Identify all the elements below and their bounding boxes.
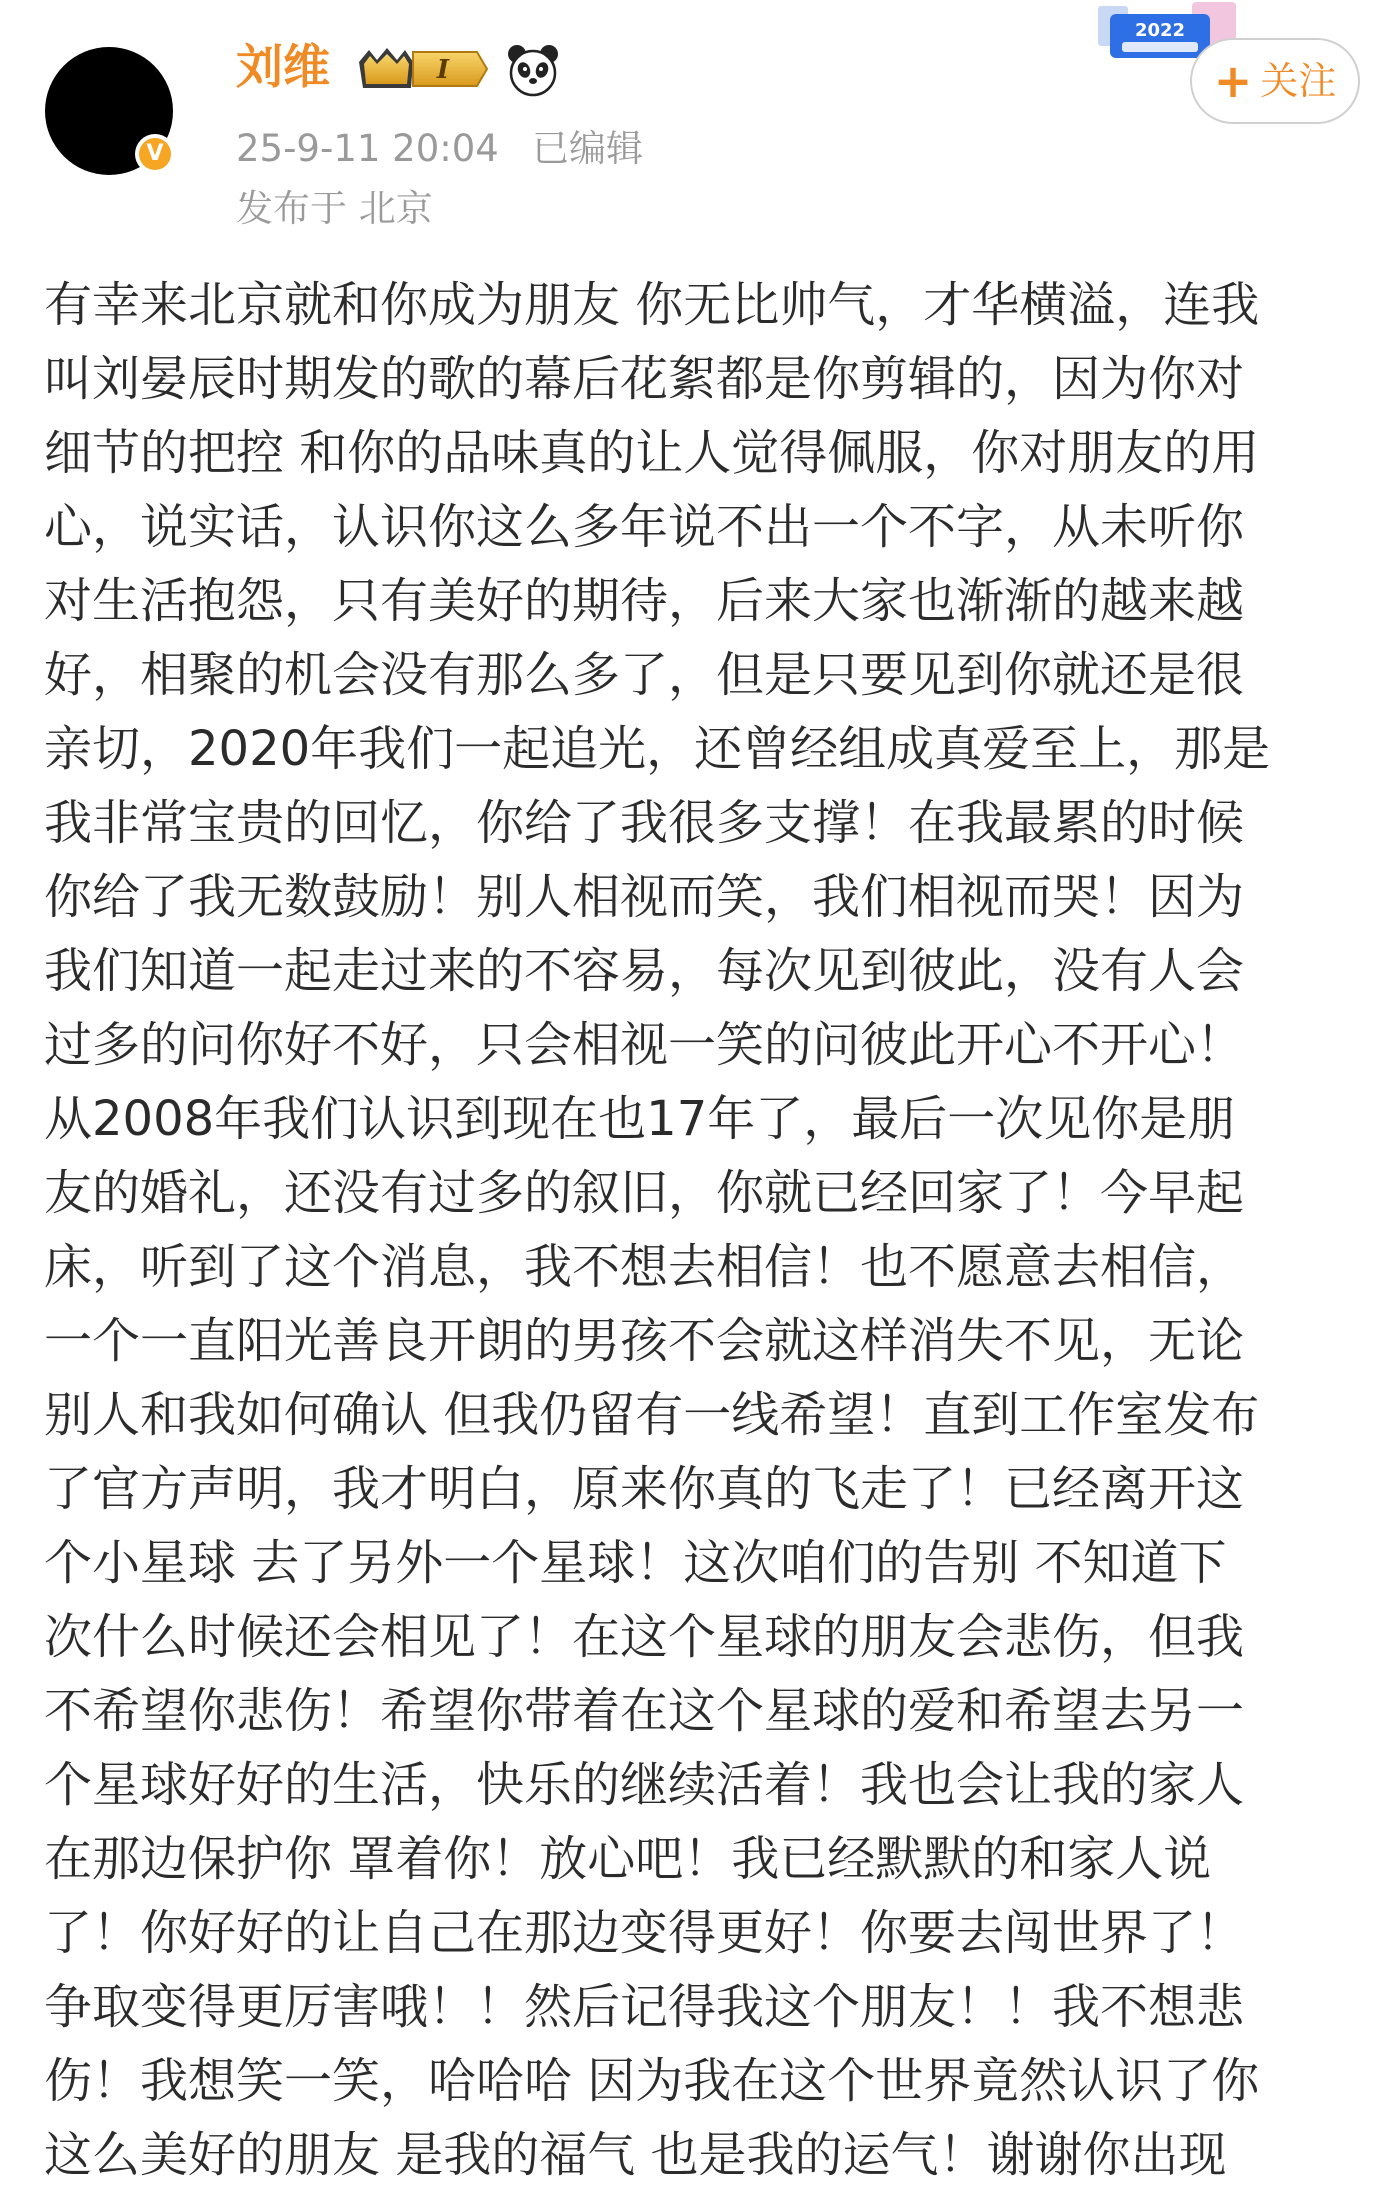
vip-level: I — [436, 55, 450, 85]
plus-icon: + — [1213, 54, 1253, 108]
post-text-line: 你给了我无数鼓励！别人相视而笑，我们相视而哭！因为 — [44, 869, 1245, 925]
post-text-line: 我非常宝贵的回忆，你给了我很多支撑！在我最累的时候 — [44, 795, 1245, 851]
post-text-line: 好，相聚的机会没有那么多了，但是只要见到你就还是很 — [44, 647, 1245, 703]
post-text-line: 一个一直阳光善良开朗的男孩不会就这样消失不见，无论 — [44, 1313, 1245, 1369]
promo-banner-year: 2022 — [1134, 20, 1186, 41]
verified-icon — [135, 134, 175, 174]
post-text-line: 伤！我想笑一笑，哈哈哈 因为我在这个世界竟然认识了你 — [44, 2053, 1260, 2109]
post-text-line: 个小星球 去了另外一个星球！这次咱们的告别 不知道下 — [44, 1535, 1227, 1591]
post-text-line: 心，说实话，认识你这么多年说不出一个不字，从未听你 — [44, 499, 1245, 555]
post-text-line: 亲切，2020年我们一起追光，还曾经组成真爱至上，那是 — [44, 721, 1271, 777]
post-text-line: 这么美好的朋友 是我的福气 也是我的运气！谢谢你出现 — [44, 2127, 1227, 2183]
post-text-line: 有幸来北京就和你成为朋友 你无比帅气，才华横溢，连我 — [44, 277, 1260, 333]
post-text-line: 了官方声明，我才明白，原来你真的飞走了！已经离开这 — [44, 1461, 1245, 1517]
post-text-line: 我们知道一起走过来的不容易，每次见到彼此，没有人会 — [44, 943, 1245, 999]
post-text-line: 床，听到了这个消息，我不想去相信！也不愿意去相信， — [44, 1239, 1245, 1295]
post-text-line: 友的婚礼，还没有过多的叙旧，你就已经回家了！今早起 — [44, 1165, 1245, 1221]
vip-crown-icon[interactable] — [355, 44, 490, 94]
post-text-line: 从2008年我们认识到现在也17年了，最后一次见你是朋 — [44, 1091, 1236, 1147]
post-text-line: 了！你好好的让自己在那边变得更好！你要去闯世界了！ — [44, 1905, 1245, 1961]
edited-label[interactable]: 已编辑 — [532, 127, 643, 170]
post-text-line: 对生活抱怨，只有美好的期待，后来大家也渐渐的越来越 — [44, 573, 1245, 629]
author-name[interactable]: 刘维 — [236, 40, 330, 95]
post-body — [44, 268, 1374, 2192]
post-header — [0, 0, 1392, 250]
verified-badge-mark: V — [139, 138, 171, 170]
follow-button-label: 关注 — [1260, 59, 1337, 103]
post-location: 发布于 北京 — [236, 187, 433, 230]
post-text-line: 次什么时候还会相见了！在这个星球的朋友会悲伤，但我 — [44, 1609, 1245, 1665]
post-text-line: 过多的问你好不好，只会相视一笑的问彼此开心不开心！ — [44, 1017, 1245, 1073]
post-timestamp: 25-9-11 20:04 — [236, 127, 499, 170]
post-text-line: 争取变得更厉害哦！！然后记得我这个朋友！！我不想悲 — [44, 1979, 1245, 2035]
post-text-line: 不希望你悲伤！希望你带着在这个星球的爱和希望去另一 — [44, 1683, 1245, 1739]
panda-icon — [505, 42, 561, 98]
post-text-line: 别人和我如何确认 但我仍留有一线希望！直到工作室发布 — [44, 1387, 1260, 1443]
post-text-line: 个星球好好的生活，快乐的继续活着！我也会让我的家人 — [44, 1757, 1245, 1813]
post-text-line: 叫刘晏辰时期发的歌的幕后花絮都是你剪辑的，因为你对 — [44, 351, 1245, 407]
post-text-line: 在那边保护你 罩着你！放心吧！我已经默默的和家人说 — [44, 1831, 1212, 1887]
post-text-line: 细节的把控 和你的品味真的让人觉得佩服，你对朋友的用 — [44, 425, 1260, 481]
follow-button[interactable] — [1190, 38, 1360, 124]
